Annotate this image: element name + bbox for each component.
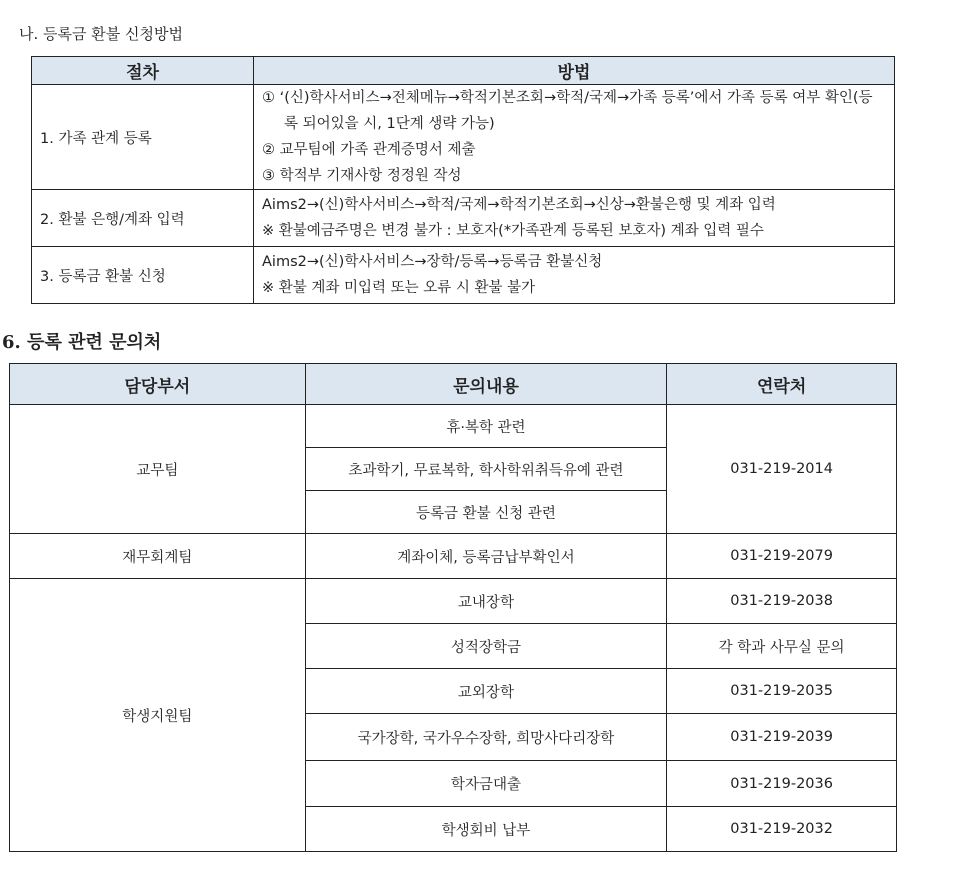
procedure-step: 3. 등록금 환불 신청 bbox=[32, 247, 254, 304]
method-line: ③ 학적부 기재사항 정정원 작성 bbox=[262, 168, 462, 184]
inquiry-cell: 교외장학 bbox=[305, 669, 667, 714]
inquiry-cell: 교내장학 bbox=[305, 579, 667, 624]
contact-cell: 031-219-2079 bbox=[667, 534, 897, 579]
method-line: ※ 환불예금주명은 변경 불가 : 보호자(*가족관계 등록된 보호자) 계좌 입력 필수 bbox=[262, 223, 764, 239]
refund-procedure-table bbox=[31, 56, 895, 304]
header-procedure: 절차 bbox=[32, 57, 254, 85]
table-row bbox=[32, 247, 895, 304]
procedure-step: 2. 환불 은행/계좌 입력 bbox=[32, 190, 254, 247]
header-inquiry: 문의내용 bbox=[305, 364, 667, 405]
dept-cell: 교무팀 bbox=[10, 405, 306, 534]
contact-cell: 031-219-2032 bbox=[667, 807, 897, 852]
dept-cell: 학생지원팀 bbox=[10, 579, 306, 852]
method-line: ② 교무팀에 가족 관계증명서 제출 bbox=[262, 142, 476, 158]
inquiry-cell: 계좌이체, 등록금납부확인서 bbox=[305, 534, 667, 579]
procedure-step: 1. 가족 관계 등록 bbox=[32, 85, 254, 190]
contact-cell: 031-219-2035 bbox=[667, 669, 897, 714]
method-line: Aims2→(신)학사서비스→장학/등록→등록금 환불신청 bbox=[262, 254, 603, 270]
contacts-table bbox=[9, 363, 897, 852]
method-line: ① ‘(신)학사서비스→전체메뉴→학적기본조회→학적/국제→가족 등록’에서 가족 등록 여부 확인(등록 되어있을 시, 1단계 생략 가능) bbox=[262, 90, 873, 132]
table-row bbox=[10, 579, 897, 624]
inquiry-cell: 학자금대출 bbox=[305, 761, 667, 807]
contact-cell: 각 학과 사무실 문의 bbox=[667, 624, 897, 669]
inquiry-cell: 등록금 환불 신청 관련 bbox=[305, 491, 667, 534]
method-line: ※ 환불 계좌 미입력 또는 오류 시 환불 불가 bbox=[262, 280, 536, 296]
inquiry-cell: 학생회비 납부 bbox=[305, 807, 667, 852]
contact-cell: 031-219-2036 bbox=[667, 761, 897, 807]
header-method: 방법 bbox=[254, 57, 895, 85]
inquiry-cell: 초과학기, 무료복학, 학사학위취득유예 관련 bbox=[305, 448, 667, 491]
dept-cell: 재무회계팀 bbox=[10, 534, 306, 579]
method-cell bbox=[254, 190, 895, 247]
table-header-row bbox=[32, 57, 895, 85]
contact-cell: 031-219-2038 bbox=[667, 579, 897, 624]
inquiry-cell: 국가장학, 국가우수장학, 희망사다리장학 bbox=[305, 714, 667, 761]
inquiry-cell: 휴·복학 관련 bbox=[305, 405, 667, 448]
header-contact: 연락처 bbox=[667, 364, 897, 405]
contacts-section-heading: 6. 등록 관련 문의처 bbox=[2, 332, 162, 353]
contact-cell: 031-219-2039 bbox=[667, 714, 897, 761]
inquiry-cell: 성적장학금 bbox=[305, 624, 667, 669]
refund-section-heading: 나. 등록금 환불 신청방법 bbox=[19, 25, 183, 43]
table-row bbox=[10, 534, 897, 579]
table-row bbox=[32, 85, 895, 190]
table-header-row bbox=[10, 364, 897, 405]
contact-cell: 031-219-2014 bbox=[667, 405, 897, 534]
table-row bbox=[10, 405, 897, 448]
header-dept: 담당부서 bbox=[10, 364, 306, 405]
method-line: Aims2→(신)학사서비스→학적/국제→학적기본조회→신상→환불은행 및 계좌 입력 bbox=[262, 197, 776, 213]
method-cell bbox=[254, 85, 895, 190]
method-cell bbox=[254, 247, 895, 304]
table-row bbox=[32, 190, 895, 247]
